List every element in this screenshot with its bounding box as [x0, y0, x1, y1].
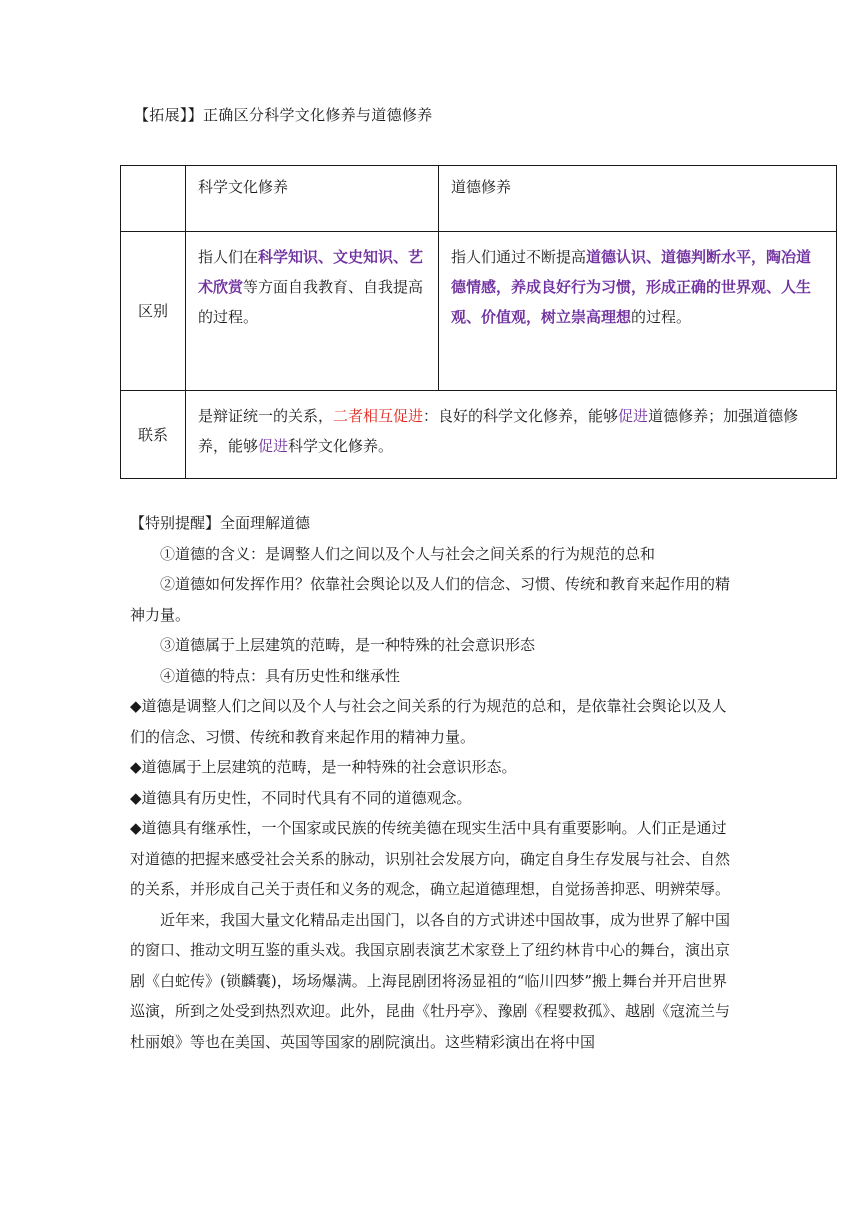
comparison-table	[120, 165, 837, 479]
highlight-span: 促进	[258, 437, 289, 455]
table-header-row	[121, 166, 837, 232]
highlight-span: 科学知识、文史知识、艺术欣赏	[198, 248, 424, 296]
cell-connection-text	[186, 391, 837, 479]
bullet-item: ◆道德是调整人们之间以及个人与社会之间关系的行为规范的总和，是依靠社会舆论以及人们的信念、习惯、传统和教育来起作用的精神力量。	[130, 697, 727, 746]
bullet-item: ◆道德具有继承性，一个国家或民族的传统美德在现实生活中具有重要影响。人们正是通过对道德的把握来感受社会关系的脉动，识别社会发展方向，确定自身生存发展与社会、自然的关系，并形成自己关于责任和义务的观念，确立起道德理想，自觉扬善抑恶、明辨荣辱。	[130, 819, 731, 898]
highlight-span: 道德认识、道德判断水平，陶冶道德情感，养成良好行为习惯，形成正确的世界观、人生观、价值观，树立崇高理想	[451, 248, 812, 326]
row-label-connection: 联系	[121, 391, 186, 479]
bullet-item: ◆道德具有历史性，不同时代具有不同的道德观念。	[130, 788, 472, 807]
section-heading: 【拓展】】正确区分科学文化修养与道德修养	[134, 106, 433, 124]
body-paragraph: 近年来，我国大量文化精品走出国门，以各自的方式讲述中国故事，成为世界了解中国的窗口、推动文明互鉴的重头戏。我国京剧表演艺术家登上了纽约林肯中心的舞台，演出京剧《白蛇传》(锁麟囊)，场场爆满。上海昆剧团将汤显祖的“临川四梦”搬上舞台并开启世界巡演，所到之处受到热烈欢迎。此外，昆曲《牡丹亭》、豫剧《程婴救孤》、越剧《寇流兰与杜丽娘》等也在美国、英国等国家的剧院演出。这些精彩演出在将中国	[130, 910, 731, 1051]
text-span: 的过程。	[631, 308, 692, 326]
text-span: 科学文化修养。	[288, 437, 394, 455]
red-highlight-span: 二者相互促进	[333, 407, 424, 425]
highlight-span: 促进	[618, 407, 649, 425]
row-label-difference: 区别	[121, 232, 186, 391]
text-span: 指人们在	[198, 248, 259, 266]
table-row-difference	[121, 232, 837, 391]
text-span: ：良好的科学文化修养，能够	[423, 407, 619, 425]
text-span: 是辩证统一的关系，	[198, 407, 334, 425]
point-item: ①道德的含义：是调整人们之间以及个人与社会之间关系的行为规范的总和	[160, 544, 656, 563]
table-row-connection	[121, 391, 837, 479]
text-span: 道德修养；加强道德修养，能够	[198, 407, 799, 455]
cell-science-culture-definition	[186, 232, 439, 391]
point-item: ③道德属于上层建筑的范畴，是一种特殊的社会意识形态	[160, 636, 536, 654]
table-corner-cell	[121, 166, 186, 232]
reminder-title: 【特别提醒】全面理解道德	[130, 514, 311, 532]
cell-morality-definition	[439, 232, 837, 391]
point-item: ④道德的特点：具有历史性和继承性	[160, 666, 401, 685]
bullet-item: ◆道德属于上层建筑的范畴，是一种特殊的社会意识形态。	[130, 758, 517, 776]
text-span: 等方面自我教育、自我提高的过程。	[198, 278, 424, 326]
point-item: ②道德如何发挥作用？依靠社会舆论以及人们的信念、习惯、传统和教育来起作用的精神力量。	[130, 575, 731, 624]
col-header-morality: 道德修养	[439, 166, 837, 232]
col-header-science-culture: 科学文化修养	[186, 166, 439, 232]
text-span: 指人们通过不断提高	[451, 248, 587, 266]
reminder-section	[130, 508, 736, 1057]
